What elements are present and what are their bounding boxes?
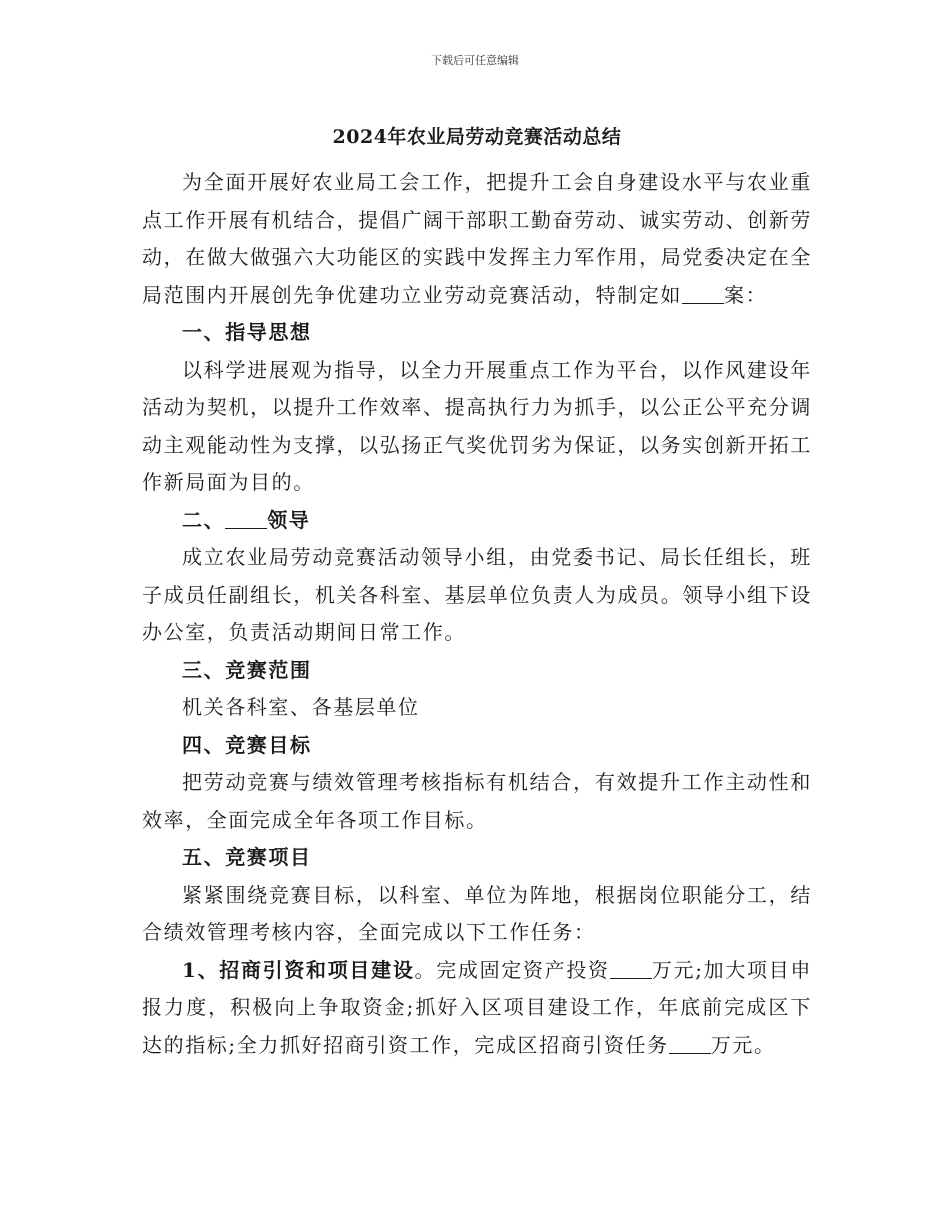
intro-paragraph: [142, 164, 812, 314]
item-1-lead: 1、招商引资和项目建设: [182, 957, 415, 982]
section-heading-5: 五、竞赛项目: [182, 845, 312, 869]
intro-text-end: 案：: [724, 282, 768, 307]
section-heading-2: [142, 502, 812, 540]
item-1-text-end: 万元。: [710, 1032, 776, 1057]
blank-line: [669, 1033, 711, 1054]
section-text-3: 机关各科室、各基层单位: [182, 695, 420, 719]
document-body: [142, 122, 812, 1064]
section-heading-2-prefix: 二、: [182, 507, 226, 532]
item-1-text: 。完成固定资产投资: [414, 957, 610, 982]
section-heading-3: 三、竞赛范围: [182, 657, 312, 682]
section-text-4: 把劳动竞赛与绩效管理考核指标有机结合，有效提升工作主动性和效率，全面完成全年各项工作目标。: [142, 770, 812, 832]
section-heading-1: 一、指导思想: [182, 320, 312, 344]
page-header-note: 下载后可任意编辑: [431, 54, 519, 67]
section-heading-2-suffix: 领导: [267, 507, 311, 532]
section-text-5: 紧紧围绕竞赛目标，以科室、单位为阵地，根据岗位职能分工，结合绩效管理考核内容，全面完成以下工作任务：: [142, 882, 812, 944]
section-text-2: 成立农业局劳动竞赛活动领导小组，由党委书记、局长任组长，班子成员任副组长，机关各科室、基层单位负责人为成员。领导小组下设办公室，负责活动期间日常工作。: [142, 545, 812, 644]
section-text-1: 以科学进展观为指导，以全力开展重点工作为平台，以作风建设年活动为契机，以提升工作效率、提高执行力为抓手，以公正公平充分调动主观能动性为支撑，以弘扬正气奖优罚劣为保证，以务实创新开拓工作新局面为目的。: [142, 357, 812, 494]
blank-line: [225, 508, 267, 529]
blank-line: [682, 283, 724, 304]
item-1-text-cont: 万元;加大项目申报力度，积极向上争取资金;抓好入区项目建设工作，年底前完成区下达的指标;全力抓好招商引资工作，完成区招商引资任务: [142, 957, 812, 1057]
document-title: 2024年农业局劳动竞赛活动总结: [332, 126, 622, 148]
item-1-paragraph: [142, 952, 812, 1065]
section-heading-4: 四、竞赛目标: [182, 732, 312, 757]
blank-line: [610, 958, 652, 979]
intro-text: 为全面开展好农业局工会工作，把提升工会自身建设水平与农业重点工作开展有机结合，提倡广阔干部职工勤奋劳动、诚实劳动、创新劳动，在做大做强六大功能区的实践中发挥主力军作用，局党委决定在全局范围内开展创先争优建功立业劳动竞赛活动，特制定如: [142, 170, 812, 307]
